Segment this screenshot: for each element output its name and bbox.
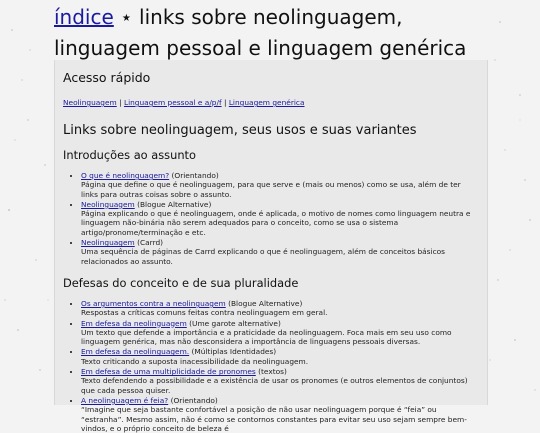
list-item: [81, 396, 479, 433]
item-description: Respostas a críticas comuns feitas contra neolinguagem em geral.: [81, 308, 328, 318]
item-source: (textos): [258, 367, 287, 377]
item-source: (Carrd): [137, 238, 164, 248]
index-link[interactable]: índice: [54, 5, 114, 29]
link-divider: |: [223, 98, 227, 107]
item-source: (Orientando): [170, 395, 218, 405]
item-description: Texto defendendo a possibilidade e a existência de usar os pronomes (e outros elementos de conjuntos) que cada pessoa quiser.: [81, 376, 468, 395]
page-title-text: links sobre neolinguagem, linguagem pessoal e linguagem genérica: [54, 5, 467, 60]
intro-link-2[interactable]: Neolinguagem: [81, 238, 135, 248]
defense-link-3[interactable]: Em defesa de uma multiplicidade de pronomes: [81, 367, 256, 377]
list-item: [81, 200, 479, 237]
item-source: (Ume garote alternative): [189, 318, 281, 328]
list-item: [81, 171, 479, 199]
content-panel: [54, 60, 488, 433]
quick-link-linguagem-generica[interactable]: Linguagem genérica: [228, 98, 305, 107]
item-description: Texto criticando a suposta inacessibilidade da neolinguagem.: [81, 356, 309, 366]
intro-list: [63, 171, 479, 266]
main-section-heading: Links sobre neolinguagem, seus usos e suas variantes: [63, 123, 417, 138]
defense-link-1[interactable]: Em defesa da neolinguagem: [81, 318, 187, 328]
intro-link-0[interactable]: O que é neolinguagem?: [81, 171, 170, 180]
list-item: [81, 319, 479, 347]
link-divider: |: [119, 98, 122, 107]
list-item: [81, 238, 479, 266]
defense-heading: Defesas do conceito e de sua pluralidade: [63, 275, 299, 290]
star-separator: ⋆: [120, 5, 133, 29]
item-description: Página explicando o que é neolinguagem, onde é aplicada, o motivo de nomes como linguagem neutra e linguagem não-binária não serem adequados para o conceito, como se usa o sistema artigo/pronome/terminação e etc.: [81, 209, 471, 237]
item-source: (Orientando): [171, 171, 219, 180]
list-item: [81, 367, 479, 395]
item-source: (Blogue Alternative): [228, 298, 303, 308]
defense-link-2[interactable]: Em defesa da neolinguagem.: [81, 347, 190, 357]
quick-access-links: [63, 98, 479, 108]
list-item: [81, 299, 479, 318]
intro-heading: Introduções ao assunto: [63, 148, 196, 162]
item-source: (Blogue Alternative): [137, 199, 212, 209]
defense-link-4[interactable]: A neolinguagem é feia?: [81, 395, 169, 405]
defense-link-0[interactable]: Os argumentos contra a neolinguagem: [81, 298, 226, 308]
item-description: Um texto que defende a importância e a praticidade da neolinguagem. Foca mais em seu uso como linguagem genérica, mas não desconsidera a importância de linguagens pessoais diversas.: [81, 327, 452, 347]
quick-link-neolinguagem[interactable]: Neolinguagem: [63, 98, 117, 107]
page-title: [54, 2, 484, 64]
quick-link-linguagem-pessoal[interactable]: Linguagem pessoal e a/p/f: [123, 98, 222, 107]
quick-access-heading: Acesso rápido: [63, 70, 151, 85]
item-description: Página que define o que é neolinguagem, para que serve e (mais ou menos) como se usa, além de ter links para outras coisas sobre o assunto.: [81, 180, 461, 199]
list-item: [81, 347, 479, 366]
item-description: “Imagine que seja bastante confortável a posição de não usar neolinguagem porque é “feia” ou “estranha”. Mesmo assim, não é como se contornos constantes para evitar seu uso sejam sempre bem-vindos, e o próprio conceito de beleza é: [81, 405, 467, 433]
item-source: (Múltiplas Identidades): [191, 347, 277, 357]
intro-link-1[interactable]: Neolinguagem: [81, 199, 135, 209]
defense-list: [63, 299, 479, 433]
item-description: Uma sequência de páginas de Carrd explicando o que é neolinguagem, além de conceitos básicos relacionados ao assunto.: [81, 247, 446, 266]
